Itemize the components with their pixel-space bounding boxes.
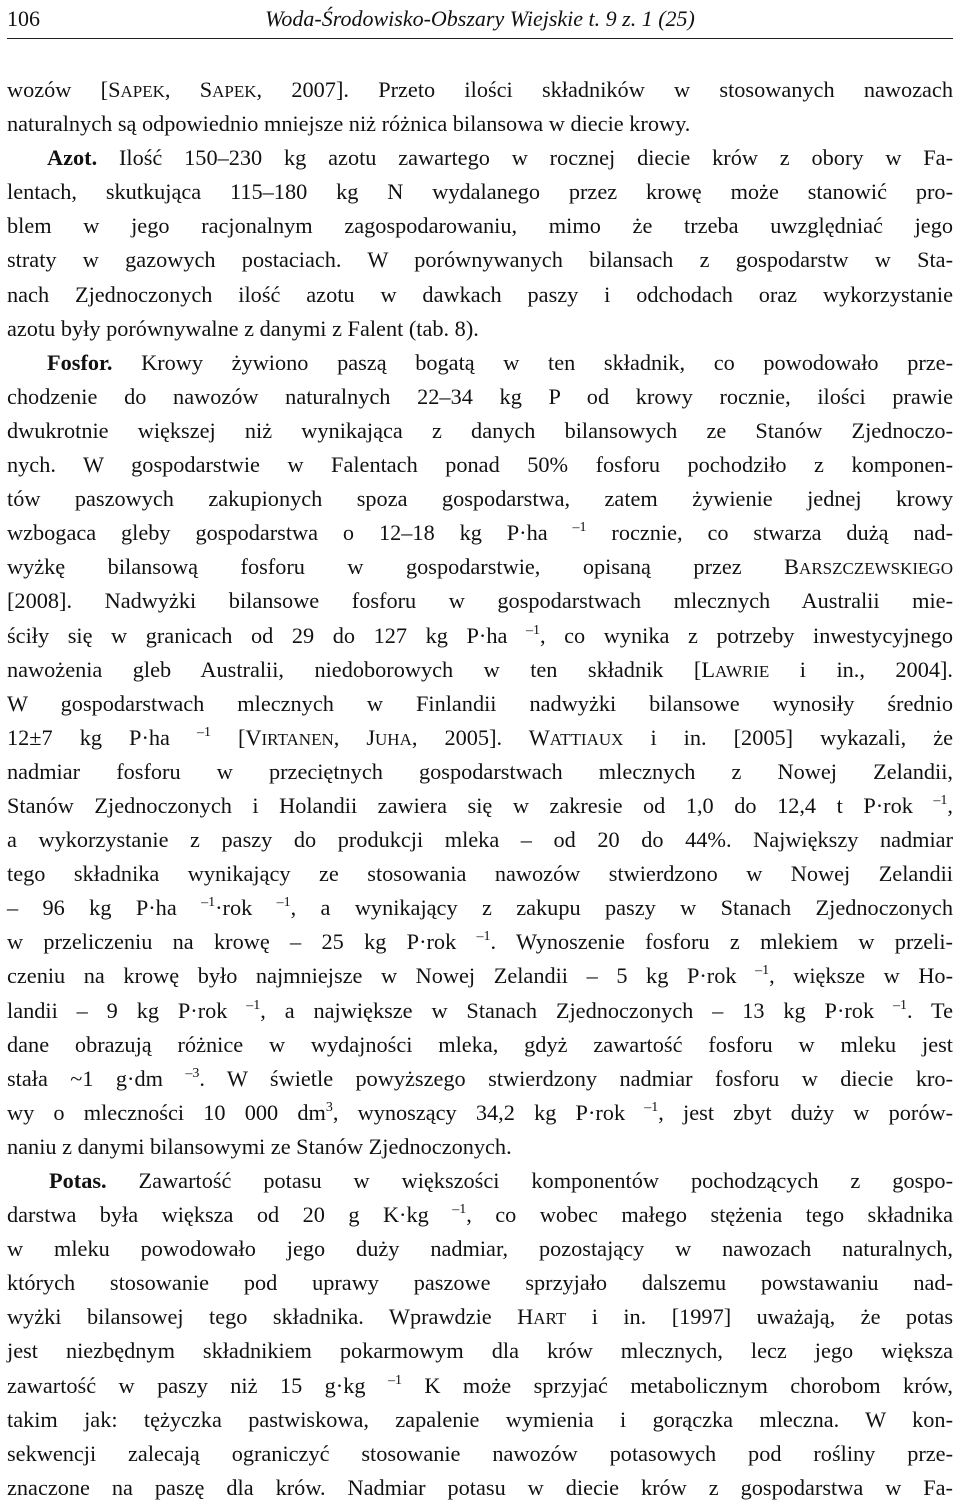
text-line: naniu z danymi bilansowymi ze Stanów Zjednoczonych. — [7, 1133, 512, 1159]
text-line: W gospodarstwach mlecznych w Finlandii nadwyżki bilansowe wynosiły średnio — [7, 690, 953, 716]
text-line: wyżki bilansowej tego składnika. Wprawdzie HART i in. [1997] uważają, że potas — [7, 1304, 953, 1330]
article-body-text — [7, 73, 953, 1505]
text-line: czeniu na krowę było najmniejsze w Nowej Zelandii – 5 kg P·rok $^{-1}$, większe w Ho- — [7, 963, 953, 989]
text-line: nych. W gospodarstwie w Falentach ponad 50% fosforu pochodziło z komponen- — [7, 452, 953, 478]
text-line: ściły się w granicach od 29 do 127 kg P·ha $^{-1}$, co wynika z potrzeby inwestycyjnego — [7, 622, 953, 648]
page-header — [7, 4, 953, 39]
text-line: tego składnika wynikający ze stosowania nawozów stwierdzono w Nowej Zelandii — [7, 861, 953, 887]
text-line: 12±7 kg P·ha $^{-1}$ [VIRTANEN, JUHA, 2005]. WATTIAUX i in. [2005] wykazali, że — [7, 724, 953, 750]
text-line: a wykorzystanie z paszy do produkcji mleka – od 20 do 44%. Największy nadmiar — [7, 827, 953, 853]
text-line: chodzenie do nawozów naturalnych 22–34 kg P od krowy rocznie, ilości prawie — [7, 383, 953, 409]
text-line: takim jak: tężyczka pastwiskowa, zapalenie wymienia i gorączka mleczna. W kon- — [7, 1406, 953, 1432]
text-line: wy o mleczności 10 000 $dm^3$, wynoszący 34,2 kg P·rok $^{-1}$, jest zbyt duży w porów- — [7, 1099, 953, 1125]
text-line: lentach, skutkująca 115–180 kg N wydalanego przez krowę może stanowić pro- — [7, 179, 953, 205]
text-line: wozów [SAPEK, SAPEK, 2007]. Przeto ilości składników w stosowanych nawozach — [7, 77, 953, 102]
text-line: Stanów Zjednoczonych i Holandii zawiera się w zakresie od 1,0 do 12,4 t P·rok $^{-1}$, — [7, 792, 953, 818]
text-line: zawartość w paszy niż 15 g·kg $^{-1}$ K może sprzyjać metabolicznym chorobom krów, — [7, 1372, 953, 1398]
text-line: [2008]. Nadwyżki bilansowe fosforu w gospodarstwach mlecznych Australii mie- — [7, 588, 953, 614]
text-line: Fosfor. Krowy żywiono paszą bogatą w ten składnik, co powodowało prze- — [47, 349, 953, 375]
text-line: stała ~1 g·dm $^{-3}$. W świetle powyższego stwierdzony nadmiar fosforu w diecie kro- — [7, 1065, 953, 1091]
text-line: blem w jego racjonalnym zagospodarowaniu, mimo że trzeba uwzględniać jego — [7, 213, 953, 239]
text-line: dwukrotnie większej niż wynikająca z danych bilansowych ze Stanów Zjednoczo- — [7, 417, 953, 443]
text-line: landii – 9 kg P·rok $^{-1}$, a największe w Stanach Zjednoczonych – 13 kg P·rok $^{-1}$. Te — [7, 997, 953, 1023]
text-line: straty w gazowych postaciach. W porównywanych bilansach z gospodarstw w Sta- — [7, 247, 953, 273]
text-line: azotu były porównywalne z danymi z Falent (tab. 8). — [7, 315, 479, 341]
text-line: Azot. Ilość 150–230 kg azotu zawartego w rocznej diecie krów z obory w Fa- — [47, 145, 953, 171]
text-line: darstwa była większa od 20 g K·kg $^{-1}$, co wobec małego stężenia tego składnika — [7, 1202, 953, 1228]
text-line: jest niezbędnym składnikiem pokarmowym dla krów mlecznych, lecz jego większa — [7, 1338, 953, 1364]
text-line: – 96 kg P·ha $^{-1}$·rok $^{-1}$, a wynikający z zakupu paszy w Stanach Zjednoczonych — [7, 895, 953, 921]
text-line: nawożenia gleb Australii, niedoborowych w ten składnik [LAWRIE i in., 2004]. — [7, 656, 953, 682]
text-line: wyżkę bilansową fosforu w gospodarstwie, opisaną przez BARSZCZEWSKIEGO — [7, 554, 953, 580]
page-number: 106 — [7, 6, 40, 31]
text-line: w przeliczeniu na krowę – 25 kg P·rok $^{-1}$. Wynoszenie fosforu z mlekiem w przeli- — [7, 929, 953, 955]
text-line: tów paszowych zakupionych spoza gospodarstwa, zatem żywienie jednej krowy — [7, 486, 953, 512]
text-line: wzbogaca gleby gospodarstwa o 12–18 kg P·ha $^{-1}$ rocznie, co stwarza dużą nad- — [7, 520, 953, 546]
text-line: dane obrazują różnice w wydajności mleka, gdyż zawartość fosforu w mleku jest — [7, 1031, 953, 1057]
text-line: nadmiar fosforu w przeciętnych gospodarstwach mlecznych z Nowej Zelandii, — [7, 758, 953, 784]
text-line: naturalnych są odpowiednio mniejsze niż różnica bilansowa w diecie krowy. — [7, 111, 691, 137]
text-line: znaczone na paszę dla krów. Nadmiar potasu w diecie krów z gospodarstwa w Fa- — [7, 1474, 953, 1500]
text-line: sekwencji zalecają ograniczyć stosowanie nawozów potasowych pod rośliny prze- — [7, 1440, 953, 1466]
text-line: Potas. Zawartość potasu w większości komponentów pochodzących z gospo- — [49, 1168, 953, 1193]
text-line: nach Zjednoczonych ilość azotu w dawkach paszy i odchodach oraz wykorzystanie — [7, 281, 953, 307]
text-line: w mleku powodowało jego duży nadmiar, pozostający w nawozach naturalnych, — [7, 1236, 953, 1262]
text-line: których stosowanie pod uprawy paszowe sprzyjało dalszemu powstawaniu nad- — [7, 1270, 953, 1296]
journal-running-title: Woda-Środowisko-Obszary Wiejskie t. 9 z. 1 (25) — [265, 6, 695, 31]
